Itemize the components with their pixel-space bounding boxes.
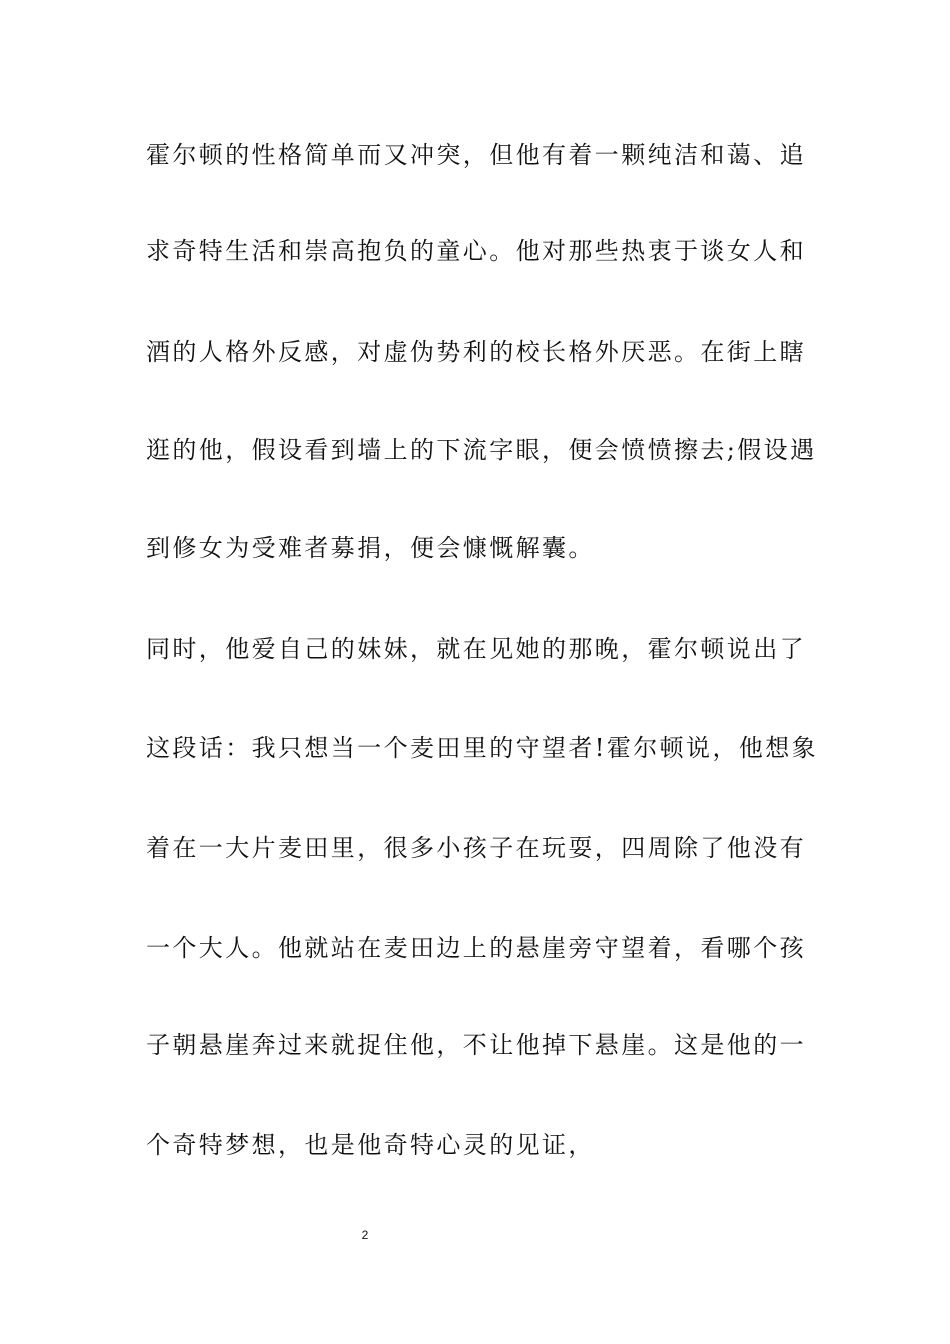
text-line: 霍尔顿的性格简单而又冲突，但他有着一颗纯洁和蔼、追 <box>146 141 806 169</box>
text-line: 着在一大片麦田里，很多小孩子在玩耍，四周除了他没有 <box>146 834 806 862</box>
text-line: 同时，他爱自己的妹妹，就在见她的那晚，霍尔顿说出了 <box>146 635 806 663</box>
text-line: 这段话：我只想当一个麦田里的守望者!霍尔顿说，他想象 <box>146 734 819 762</box>
text-line: 到修女为受难者募捐，便会慷慨解囊。 <box>146 534 595 562</box>
text-line: 逛的他，假设看到墙上的下流字眼，便会愤愤擦去;假设遇 <box>146 436 817 464</box>
text-line: 一个大人。他就站在麦田边上的悬崖旁守望着，看哪个孩 <box>146 934 806 962</box>
text-line: 个奇特梦想，也是他奇特心灵的见证， <box>146 1131 595 1159</box>
page-number: 2 <box>361 1228 369 1242</box>
text-line: 酒的人格外反感，对虚伪势利的校长格外厌恶。在街上瞎 <box>146 338 806 366</box>
text-line: 子朝悬崖奔过来就捉住他，不让他掉下悬崖。这是他的一 <box>146 1031 806 1059</box>
text-line: 求奇特生活和崇高抱负的童心。他对那些热衷于谈女人和 <box>146 237 806 265</box>
